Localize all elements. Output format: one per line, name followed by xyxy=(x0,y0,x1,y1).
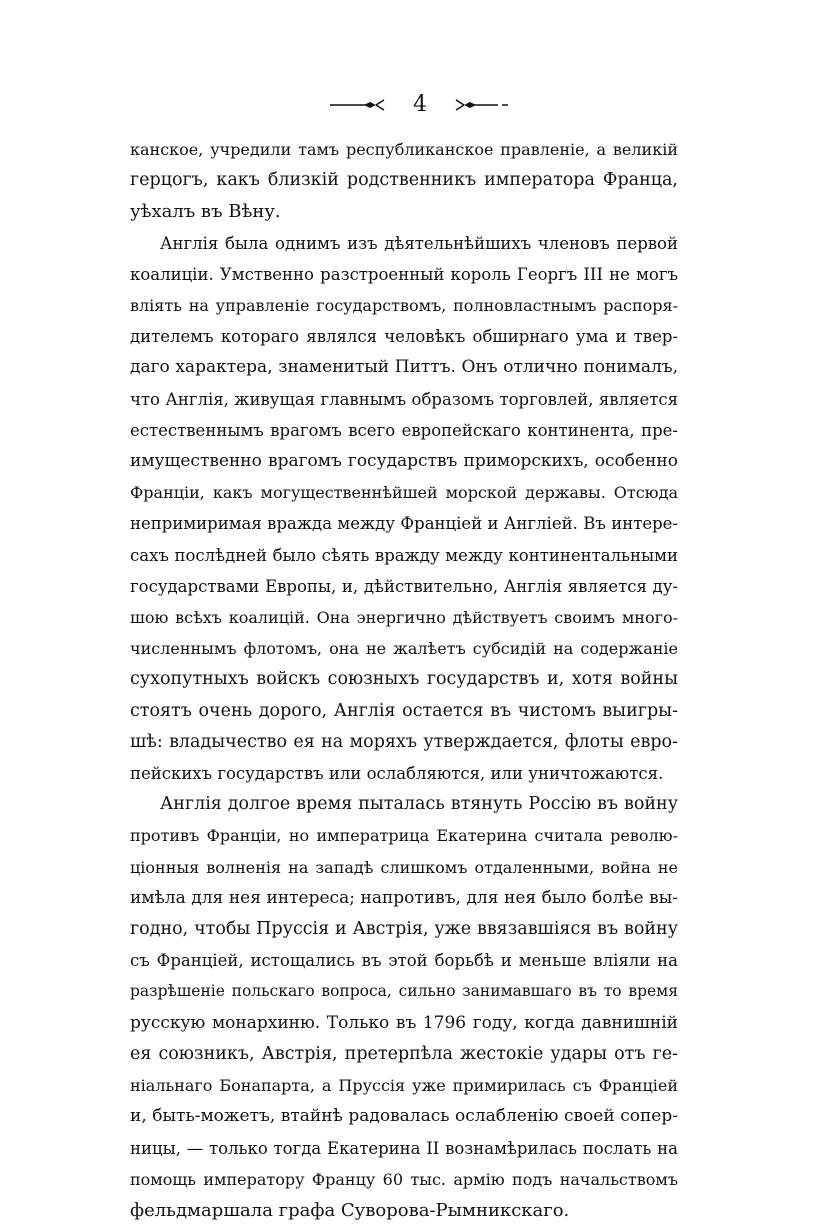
text-line: ницы, — только тогда Екатерина II вознамѣрилась послать на xyxy=(130,1138,678,1158)
text-line: Франціи, какъ могущественнѣйшей морской державы. Отсюда xyxy=(130,483,678,503)
text-line: канское, учредили тамъ республиканское правленіе, а великій xyxy=(130,140,678,159)
text-line: численнымъ флотомъ, она не жалѣетъ субсидій на содержаніе xyxy=(130,639,678,659)
text-line: уѣхалъ въ Вѣну. xyxy=(130,201,281,223)
text-line: стоятъ очень дорого, Англія остается въ чистомъ выигры- xyxy=(130,700,678,721)
text-line: съ Франціей, истощались въ этой борьбѣ и меньше вліяли на xyxy=(130,951,678,971)
text-line: государствами Европы, и, дѣйствительно, Англія является ду- xyxy=(130,576,678,596)
text-line: что Англія, живущая главнымъ образомъ торговлей, является xyxy=(130,389,678,409)
text-line: дителемъ котораго являлся человѣкъ обширнаго ума и твер- xyxy=(130,327,678,347)
text-line: и, быть-можетъ, втайнѣ радовалась ослабленію своей сопер- xyxy=(130,1106,678,1127)
left-ornament-icon xyxy=(330,98,386,112)
text-line: пейскихъ государствъ или ослабляются, или уничтожаются. xyxy=(130,764,664,784)
text-line: шою всѣхъ коалицій. Она энергично дѣйствуетъ своимъ много- xyxy=(130,608,678,628)
text-line: ніальнаго Бонапарта, а Пруссія уже примирилась съ Франціей xyxy=(130,1076,678,1096)
text-line: имѣла для нея интереса; напротивъ, для нея было болѣе вы- xyxy=(130,887,678,908)
text-line: Англія была однимъ изъ дѣятельнѣйшихъ членовъ первой xyxy=(160,233,678,253)
text-line: герцогъ, какъ близкій родственникъ императора Франца, xyxy=(130,170,678,191)
text-line: сухопутныхъ войскъ союзныхъ государствъ и, хотя войны xyxy=(130,669,678,690)
text-line: ея союзникъ, Австрія, претерпѣла жестокіе удары отъ ге- xyxy=(130,1043,678,1064)
text-line: помощь императору Францу 60 тыс. армію подъ начальствомъ xyxy=(130,1169,678,1189)
text-line: вліять на управленіе государствомъ, полновластнымъ распоря- xyxy=(130,296,678,316)
text-line: противъ Франціи, но императрица Екатерина считала револю- xyxy=(130,826,678,846)
text-line: сахъ послѣдней было сѣять вражду между континентальными xyxy=(130,545,678,565)
right-ornament-icon xyxy=(454,98,510,112)
text-line: годно, чтобы Пруссія и Австрія, уже ввязавшіяся въ войну xyxy=(130,919,678,940)
text-line: разрѣшеніе польскаго вопроса, сильно занимавшаго въ то время xyxy=(130,982,678,1001)
text-line: даго характера, знаменитый Питтъ. Онъ отлично понималъ, xyxy=(130,357,678,378)
page-header xyxy=(0,92,840,117)
page-body-text xyxy=(130,134,678,1226)
text-line: имущественно врагомъ государствъ приморскихъ, особенно xyxy=(130,451,678,472)
text-line: Англія долгое время пыталась втянуть Россію въ войну xyxy=(160,794,678,815)
text-line: шѣ: владычество ея на моряхъ утверждается, флоты евро- xyxy=(130,731,678,752)
text-line: коалиціи. Умственно разстроенный король Георгъ III не могъ xyxy=(130,264,678,284)
text-line: непримиримая вражда между Франціей и Англіей. Въ интере- xyxy=(130,514,678,534)
text-line: ціонныя волненія на западѣ слишкомъ отдаленными, война не xyxy=(130,857,678,877)
text-line: фельдмаршала графа Суворова-Рымникскаго. xyxy=(130,1199,570,1221)
text-line: русскую монархиню. Только въ 1796 году, когда давнишній xyxy=(130,1012,678,1033)
text-line: естественнымъ врагомъ всего европейскаго континента, пре- xyxy=(130,420,678,440)
page-number: 4 xyxy=(413,92,427,117)
